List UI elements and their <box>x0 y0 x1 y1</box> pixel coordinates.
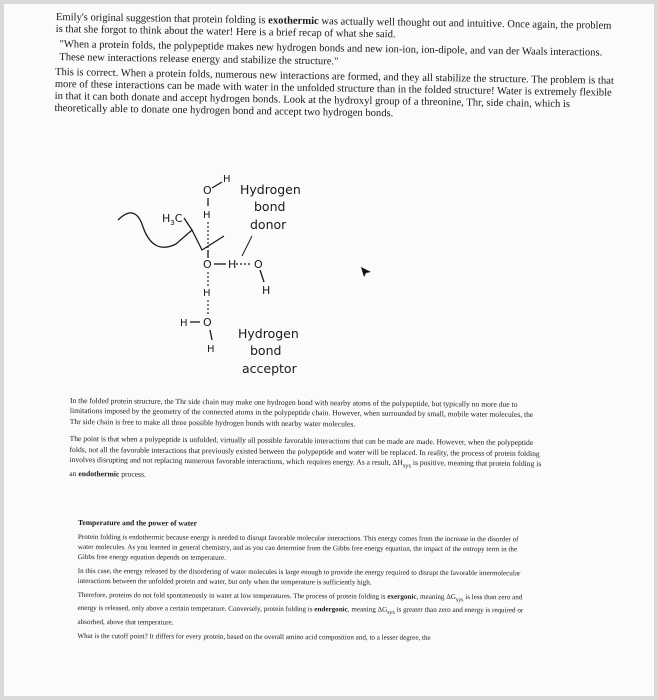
acceptor-label-line-2: bond <box>250 343 282 358</box>
temperature-section <box>77 518 526 647</box>
acceptor-water-hydrogen-down: H <box>207 344 215 355</box>
intro-paragraph-1: Emily's original suggestion that protein folding is exothermic was actually well thought out and intuitive. Once again, the problem is that she forgot to think about the water! Here is a brief recap of what she said. <box>55 12 612 41</box>
donor-water-oxygen: O <box>254 258 263 271</box>
section-heading: Temperature and the power of water <box>77 518 198 528</box>
water-disorder-paragraph: In this case, the energy released by the disordering of water molecules is large enough to provide the energy required to disrupt the favorable intermolecular interactions between the unfolded protein and water, but only when the temperature is sufficiently high. <box>77 566 521 587</box>
exergonic-term: exergonic <box>387 592 417 601</box>
methyl-bond <box>184 218 192 230</box>
acceptor-water-o-h-down <box>210 330 212 340</box>
upper-water-hydrogen-2: H <box>203 210 211 221</box>
donor-label-line-1: Hydrogen <box>240 182 301 197</box>
endothermic-reason-paragraph: Protein folding is endothermic because energy is needed to disrupt favorable molecular interactions. This energy comes from the increase in the disorder of water molecules. As you learned in general chemistry, and as you can determine from the Gibbs free energy equation, the impact of the entropy term in the Gibbs free energy equation depends on temperature. <box>77 532 519 562</box>
endothermic-term: endothermic <box>78 469 120 479</box>
hydroxyl-hydrogen: H <box>228 258 237 271</box>
threonine-hbond-diagram <box>104 164 344 384</box>
upper-water-hydrogen-1: H <box>223 174 231 185</box>
donor-label-line-2: bond <box>254 199 286 214</box>
side-chain-oxygen: O <box>203 258 212 271</box>
folded-structure-section <box>69 396 542 490</box>
mouse-cursor-icon <box>360 266 372 278</box>
intro-section <box>54 12 616 127</box>
unfolded-point-paragraph: The point is that when a polypeptide is unfolded, virtually all possible favorable interactions that can be made are made. However, when the polypeptide folds, not all the favorable interactions that previously existed between the polypeptide and water will be replaced. In reality, the process of protein folding involves disrupting and not replacing numerous favorable interactions, which requires energy. As a result, $\Delta H_{sys}$ is positive, meaning that protein folding is an endothermic process. <box>69 434 542 479</box>
emily-quote: "When a protein folds, the polypeptide makes new hydrogen bonds and new ion-ion, ion-dipole, and van der Waals interactions. These new interactions release energy and stabilize the structure." <box>59 39 603 68</box>
thr-side-chain-paragraph: In the folded protein structure, the Thr side chain may make one hydrogen bond with nearby atoms of the polypeptide, but typically no more due to limitations imposed by the geometry of the connected atoms in the polypeptide chain. However, when surrounded by small, mobile water molecules, the Thr side chain is free to make all three possible hydrogen bonds with nearby water molecules. <box>69 396 534 429</box>
upper-water-o-h-bond <box>212 182 222 188</box>
methyl-group-label: $H_3C$ <box>162 212 183 227</box>
acceptor-label-line-3: acceptor <box>242 361 297 376</box>
donor-water-hydrogen: H <box>262 284 271 297</box>
exothermic-term: exothermic <box>268 15 319 28</box>
upper-water-oxygen: O <box>203 184 212 197</box>
water-o-h-bond <box>260 270 264 282</box>
endergonic-term: endergonic <box>314 605 348 614</box>
document-page <box>4 4 654 696</box>
donor-label-line-3: donor <box>250 217 287 232</box>
cutoff-paragraph: What is the cutoff point? It differs for every protein, based on the overall amino acid composition and, to a lesser degree, the <box>77 631 431 642</box>
intro-paragraph-3: This is correct. When a protein folds, numerous new interactions are formed, and they all stabilize the structure. The problem is that more of these interactions can be made with water in the unfolded structure than in the folded structure! Water is extremely flexible in that it can both donate and accept hydrogen bonds. Look at the hydroxyl group of a threonine, Thr, side chain, which is theoretically able to donate one hydrogen bond and accept two hydrogen bonds. <box>54 66 614 120</box>
acceptor-label-line-1: Hydrogen <box>238 326 299 341</box>
spontaneity-paragraph: Therefore, proteins do not fold spontaneously in water at low temperatures. The process of protein folding is exergonic, meaning $\Delta G_{sys}$ is less than zero and energy is released, only above a certain temperature. Conversely, protein folding is endergonic, meaning $\Delta G_{sys}$ is greater than zero and energy is required or absorbed, above that temperature. <box>77 590 524 627</box>
lower-water-hydrogen-1: H <box>203 288 211 299</box>
donor-pointer-line <box>242 236 252 256</box>
acceptor-water-hydrogen-left: H <box>180 318 188 329</box>
acceptor-water-oxygen: O <box>203 316 212 329</box>
